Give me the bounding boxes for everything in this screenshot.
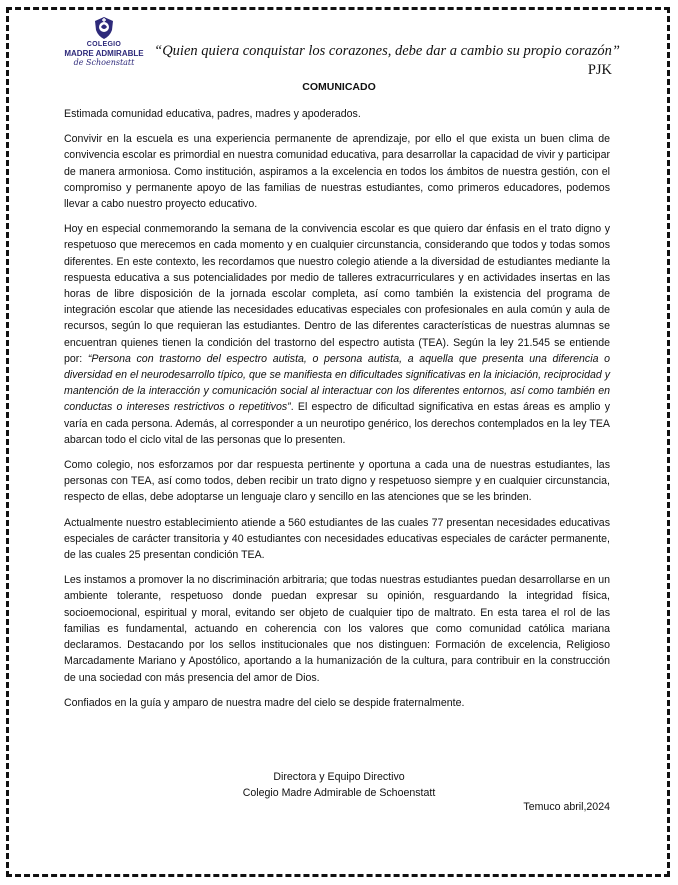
document-date: Temuco abril,2024 (523, 801, 610, 813)
paragraph-6: Confiados en la guía y amparo de nuestra madre del cielo se despide fraternalmente. (64, 696, 465, 709)
quote-author: PJK (587, 62, 612, 78)
signature-block (0, 769, 678, 801)
logo-line-schoenstatt: de Schoenstatt (73, 58, 135, 67)
signature-line-1: Directora y Equipo Directivo (273, 771, 405, 783)
paragraph-5: Les instamos a promover la no discriminación arbitraria; que todas nuestras estudiantes puedan desarrollarse en un ambiente tolerante, respetuoso donde puedan expresar su opinión, resguardando la integridad física, socioemocional, espiritual y moral, evitando ser objeto de cualquier tipo de maltrato. En esta tarea el rol de las familias es fundamental, actuando en coherencia con los valores que como comunidad católica mariana declaramos. Destacando por los sellos institucionales que nos distinguen: Formación de excelencia, Religioso Marcadamente Mariano y Apostólico, aportando a la humanización de la cultura, para contribuir en la construcción de una sociedad con más presencia del amor de Dios. (64, 574, 610, 684)
paragraph-2-intro: Hoy en especial conmemorando la semana de la convivencia escolar es que quiero dar énfasis en el trato digno y respetuoso que merecemos en cada momento y en cualquier circunstancia, considerando que todos y todas somos diferentes. En este contexto, les recordamos que nuestro colegio atiende a la diversidad de estudiantes mediante la respuesta educativa a sus potencialidades por medio de talleres extracurriculares y en actividades insertas en las horas de libre disposición de la jornada escolar completa, así como también la existencia del programa de integración escolar que atiende las necesidades educativas especiales con profesionales en aula común y aula de recursos, según lo que requieran las estudiantes. Dentro de las diferentes características de nuestras alumnas se encuentran quienes tienen la condición del trastorno del espectro autista (TEA). Según la ley 21.545 se entiende por: (64, 223, 610, 365)
signature-line-2: Colegio Madre Admirable de Schoenstatt (242, 787, 436, 799)
logo-line-name: MADRE ADMIRABLE (64, 49, 144, 58)
paragraph-1: Convivir en la escuela es una experiencia permanente de aprendizaje, por ello el que exista un buen clima de convivencia escolar es primordial en nuestra comunidad educativa, para desarrollar la capacidad de vivir y participar de manera armoniosa. Como institución, aspiramos a la excelencia en todos los ámbitos de nuestra gestión, con el compromiso y permanente apoyo de las familias de nuestras estudiantes, como primeros educadores, podemos llevar a cabo nuestro proyecto educativo. (64, 133, 610, 211)
school-logo (56, 16, 152, 72)
greeting: Estimada comunidad educativa, padres, madres y apoderados. (64, 108, 361, 120)
paragraph-3: Como colegio, nos esforzamos por dar respuesta pertinente y oportuna a cada una de nuestras estudiantes, las personas con TEA, así como todos, deben recibir un trato digno y respetuoso siempre y en cualquier circunstancia, respecto de ellas, debe adoptarse un lenguaje claro y sencillo en las atenciones que se les brinden. (64, 459, 610, 504)
letter-body (64, 106, 610, 720)
logo-line-colegio: COLEGIO (86, 41, 122, 48)
paragraph-4: Actualmente nuestro establecimiento atiende a 560 estudiantes de las cuales 77 presentan necesidades educativas especiales de carácter transitoria y 40 estudiantes con necesidades educativas especiales de carácter permanente, de las cuales 25 presentan condición TEA. (64, 516, 610, 562)
law-quote: “Persona con trastorno del espectro autista, o persona autista, a aquella que presenta una diferencia o diversidad en el neurodesarrollo típico, que se manifiesta en dificultades significativas en la iniciación, reciprocidad y mantención de la interacción y comunicación social al interactuar con los diferentes entornos, así como también en conductas o intereses restrictivos o repetitivos” (64, 352, 610, 414)
paragraph-2 (64, 221, 610, 448)
header-quote: “Quien quiera conquistar los corazones, debe dar a cambio su propio corazón” (154, 43, 620, 59)
document-title: COMUNICADO (302, 81, 376, 93)
paragraph-2-end: . El espectro de dificultad significativa en estas áreas es amplio y varía en cada persona. Además, al corresponder a un neurotipo genérico, los derechos contemplados en la ley TEA abarcan todo el ciclo vital de las personas que lo presenten. (64, 401, 610, 446)
shield-crest-icon (93, 16, 115, 40)
